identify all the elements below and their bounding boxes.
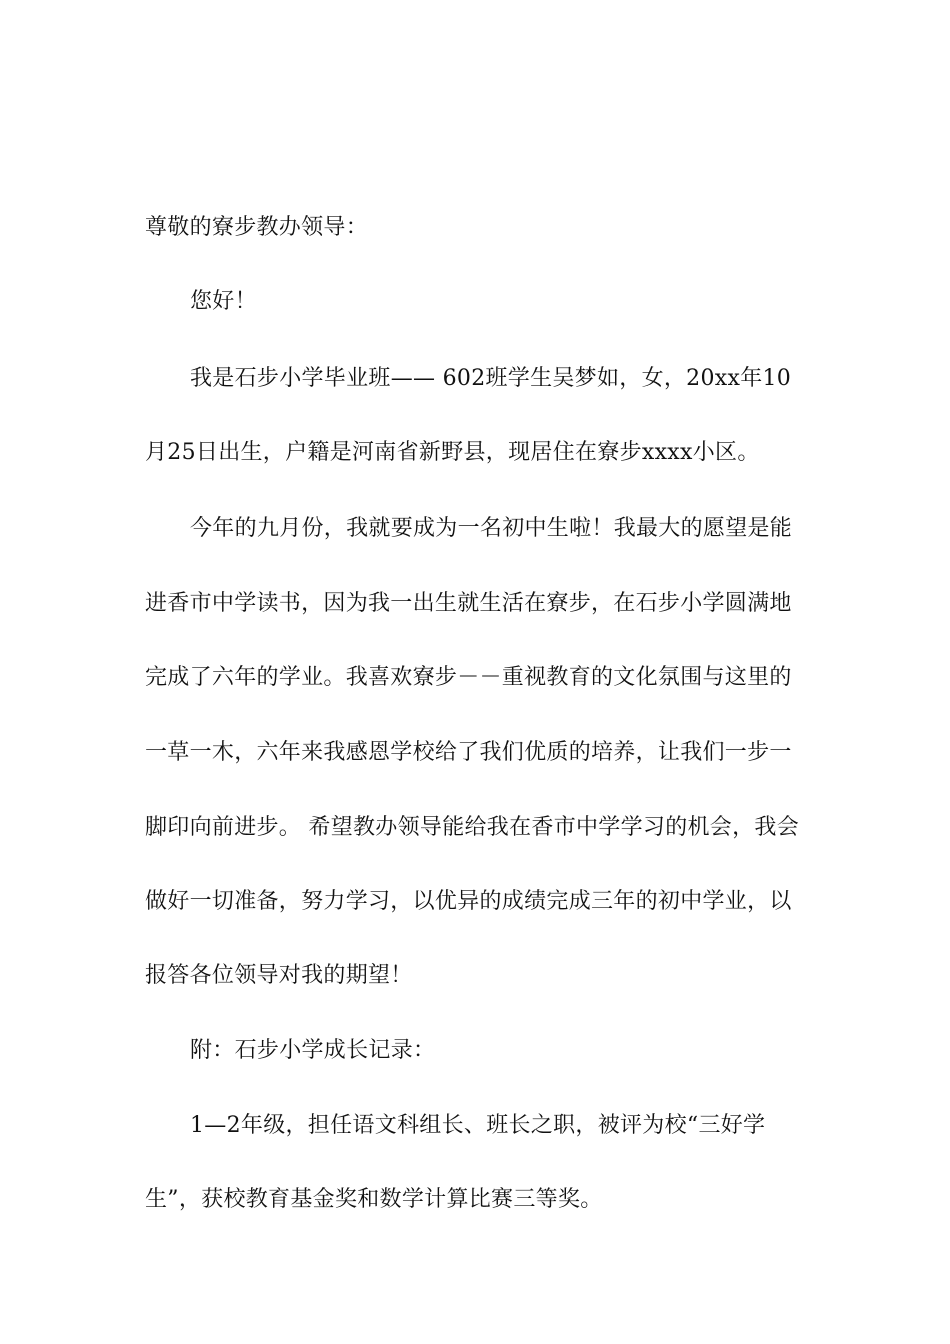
paragraph-line: 生”，获校教育基金奖和数学计算比赛三等奖。 bbox=[145, 1187, 603, 1212]
paragraph-line: 一草一木，六年来我感恩学校给了我们优质的培养，让我们一步一 bbox=[145, 740, 792, 765]
paragraph-line: 做好一切准备，努力学习，以优异的成绩完成三年的初中学业，以 bbox=[145, 889, 792, 914]
appendix-heading: 附：石步小学成长记录： bbox=[190, 1038, 436, 1063]
paragraph-line: 进香市中学读书，因为我一出生就生活在寮步，在石步小学圆满地 bbox=[145, 591, 792, 616]
paragraph-line: 报答各位领导对我的期望！ bbox=[145, 963, 413, 988]
paragraph-line: 脚印向前进步。 希望教办领导能给我在香市中学学习的机会，我会 bbox=[145, 815, 799, 840]
paragraph-line: 今年的九月份，我就要成为一名初中生啦！我最大的愿望是能 bbox=[190, 516, 793, 541]
salutation: 尊敬的寮步教办领导： bbox=[145, 215, 369, 240]
greeting: 您好！ bbox=[190, 289, 257, 314]
paragraph-line: 1—2年级，担任语文科组长、班长之职，被评为校“三好学 bbox=[190, 1113, 766, 1138]
paragraph-line: 我是石步小学毕业班—— 602班学生吴梦如，女，20xx年10 bbox=[190, 366, 792, 391]
paragraph-line: 完成了六年的学业。我喜欢寮步－－重视教育的文化氛围与这里的 bbox=[145, 665, 792, 690]
paragraph-line: 月25日出生，户籍是河南省新野县，现居住在寮步xxxx小区。 bbox=[145, 440, 760, 465]
